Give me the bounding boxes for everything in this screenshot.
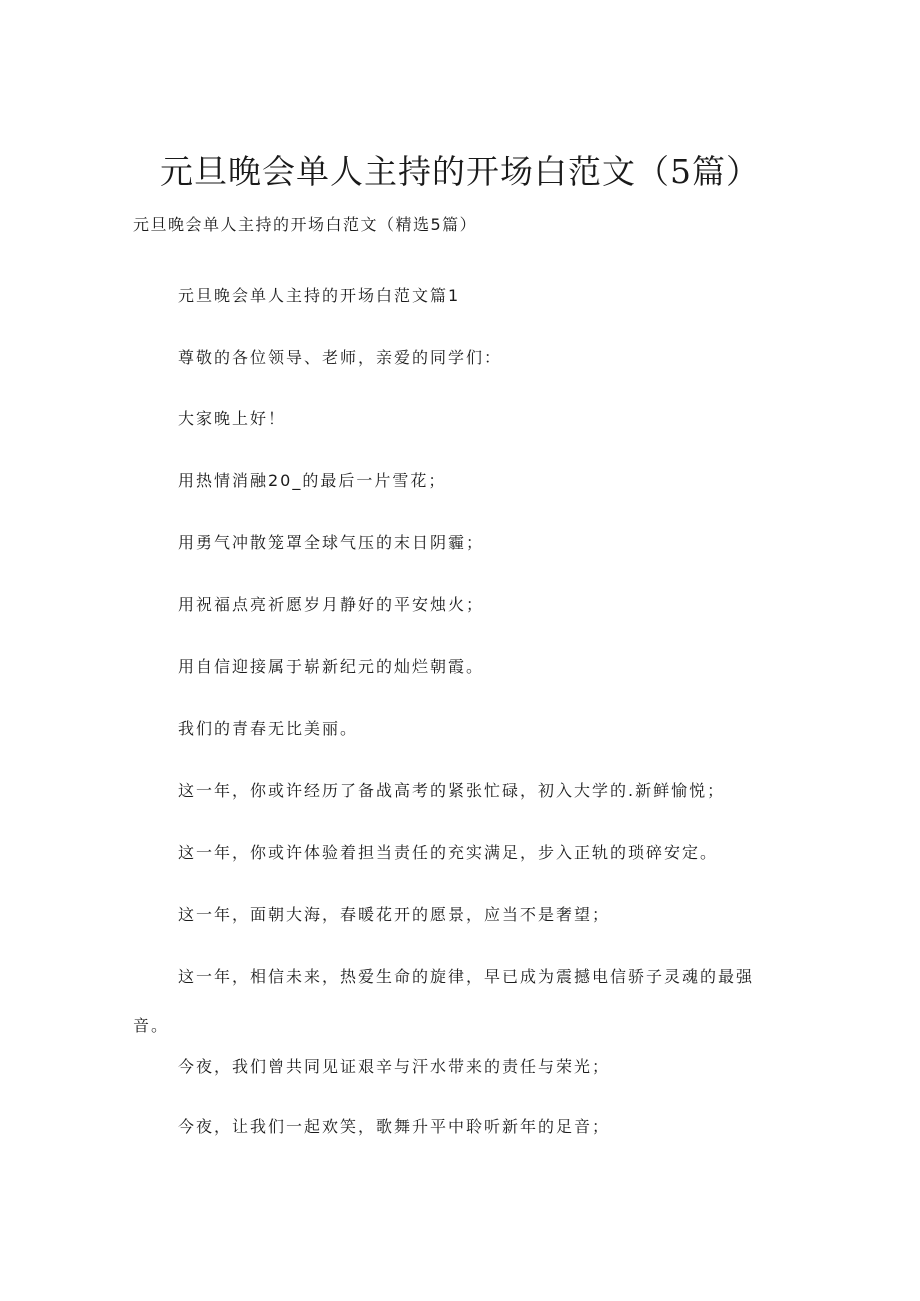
paragraph: 今夜，让我们一起欢笑，歌舞升平中聆听新年的足音； [178,1117,611,1136]
page-title: 元旦晚会单人主持的开场白范文（5篇） [160,152,760,191]
paragraph: 用祝福点亮祈愿岁月静好的平安烛火； [178,595,485,614]
paragraph-continuation: 音。 [133,1016,170,1035]
paragraph: 大家晚上好！ [178,409,287,428]
paragraph: 这一年，你或许体验着担当责任的充实满足，步入正轨的琐碎安定。 [178,843,719,862]
paragraph: 用勇气冲散笼罩全球气压的末日阴霾； [178,533,485,552]
paragraph: 我们的青春无比美丽。 [178,719,359,738]
paragraph: 用热情消融20_的最后一片雪花； [178,471,447,490]
paragraph: 今夜，我们曾共同见证艰辛与汗水带来的责任与荣光； [178,1057,611,1076]
paragraph: 尊敬的各位领导、老师，亲爱的同学们： [178,348,503,367]
paragraph: 用自信迎接属于崭新纪元的灿烂朝霞。 [178,657,485,676]
section-heading: 元旦晚会单人主持的开场白范文篇1 [178,286,461,305]
paragraph: 这一年，你或许经历了备战高考的紧张忙碌，初入大学的.新鲜愉悦； [178,781,726,800]
paragraph: 这一年，相信未来，热爱生命的旋律，早已成为震撼电信骄子灵魂的最强 [178,967,755,986]
document-subtitle: 元旦晚会单人主持的开场白范文（精选5篇） [133,215,478,234]
paragraph: 这一年，面朝大海，春暖花开的愿景，应当不是奢望； [178,905,611,924]
